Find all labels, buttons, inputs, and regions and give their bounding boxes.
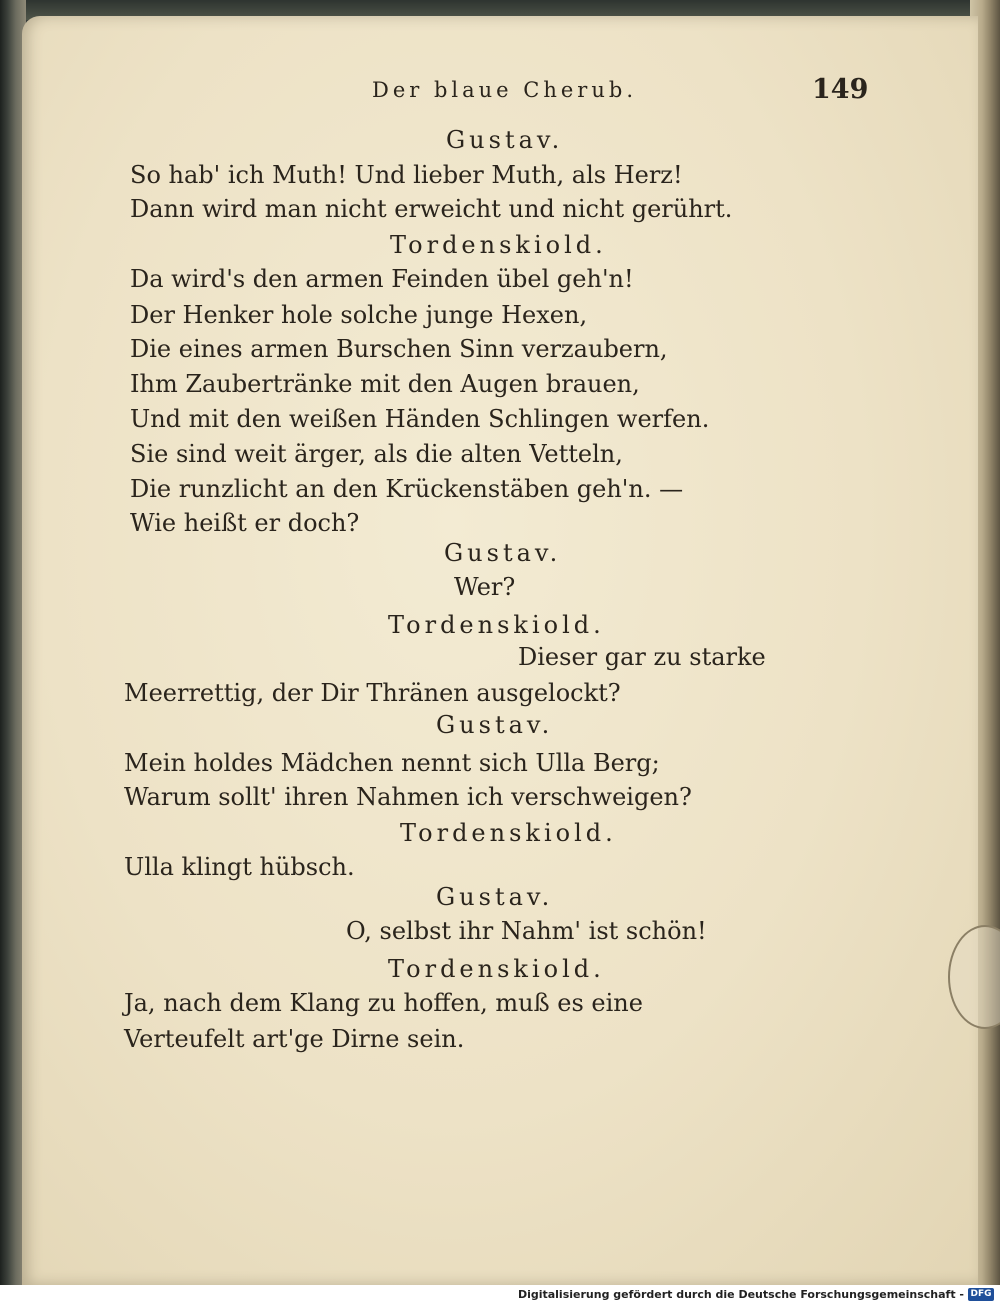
speaker-name: Gustav.	[436, 711, 554, 739]
verse-line: Wer?	[454, 573, 516, 601]
verse-line: Die eines armen Burschen Sinn verzaubern,	[130, 335, 668, 363]
verse-line: Ulla klingt hübsch.	[124, 853, 355, 881]
verse-line: So hab' ich Muth! Und lieber Muth, als Herz!	[130, 161, 683, 189]
verse-line: Verteufelt art'ge Dirne sein.	[124, 1025, 465, 1053]
speaker-name: Gustav.	[444, 539, 562, 567]
verse-line: Die runzlicht an den Krückenstäben geh'n. —	[130, 475, 684, 503]
verse-line: Meerrettig, der Dir Thränen ausgelockt?	[124, 679, 621, 707]
speaker-name: Gustav.	[446, 126, 564, 154]
verse-line: Sie sind weit ärger, als die alten Vetteln,	[130, 440, 623, 468]
verse-line: Dieser gar zu starke	[518, 643, 766, 671]
verse-line: Dann wird man nicht erweicht und nicht gerührt.	[130, 195, 733, 223]
verse-line: Ja, nach dem Klang zu hoffen, muß es eine	[124, 989, 643, 1017]
verse-line: Wie heißt er doch?	[130, 509, 360, 537]
page-number: 149	[812, 74, 869, 105]
speaker-name: Tordenskiold.	[390, 231, 607, 259]
speaker-name: Tordenskiold.	[388, 611, 605, 639]
digitization-footer	[0, 1285, 1000, 1305]
verse-line: Da wird's den armen Feinden übel geh'n!	[130, 265, 634, 293]
speaker-name: Tordenskiold.	[388, 955, 605, 983]
verse-line: Warum sollt' ihren Nahmen ich verschweigen?	[124, 783, 692, 811]
speaker-name: Gustav.	[436, 883, 554, 911]
speaker-name: Tordenskiold.	[400, 819, 617, 847]
verse-line: Mein holdes Mädchen nennt sich Ulla Berg;	[124, 749, 660, 777]
verse-line: O, selbst ihr Nahm' ist schön!	[346, 917, 707, 945]
verse-line: Der Henker hole solche junge Hexen,	[130, 301, 588, 329]
dfg-logo: DFG	[968, 1288, 994, 1301]
running-title: Der blaue Cherub.	[372, 78, 637, 102]
verse-line: Ihm Zaubertränke mit den Augen brauen,	[130, 370, 640, 398]
verse-line: Und mit den weißen Händen Schlingen werfen.	[130, 405, 710, 433]
funding-credit: Digitalisierung gefördert durch die Deutsche Forschungsgemeinschaft -	[517, 1288, 964, 1301]
